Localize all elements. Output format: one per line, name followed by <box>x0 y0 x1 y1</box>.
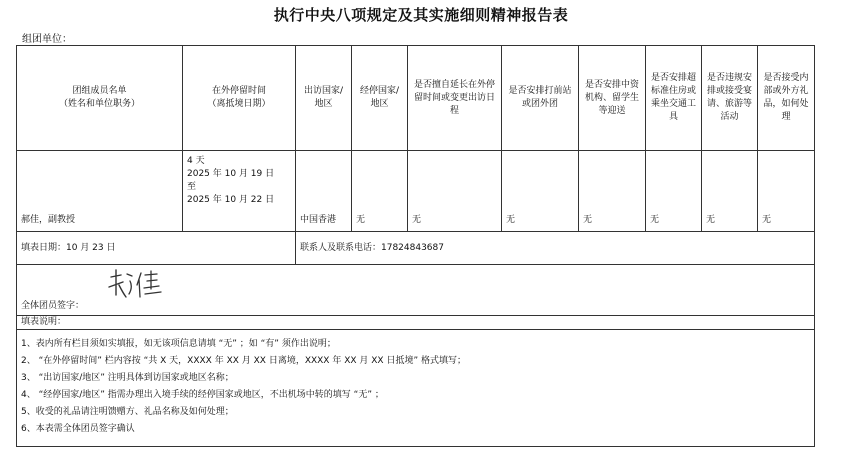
header-stay-sub: （离抵境日期） <box>207 99 271 109</box>
header-stay-label: 在外停留时间 <box>211 86 266 96</box>
instruction-line: 6、本表需全体团员签字确认 <box>21 424 135 434</box>
signature-label: 全体团员签字： <box>21 301 85 311</box>
header-country: 出访国家/地区 <box>296 46 352 151</box>
cell-member[interactable]: 郝佳，副教授 <box>17 151 183 232</box>
cell-country[interactable]: 中国香港 <box>296 151 352 232</box>
cell-banquet[interactable]: 无 <box>702 151 758 232</box>
instructions-row <box>17 330 815 447</box>
return-date: 2025 年 10 月 22 日 <box>187 195 275 205</box>
header-row <box>17 46 815 151</box>
cell-housing[interactable]: 无 <box>646 151 702 232</box>
instructions-label-row <box>17 316 815 330</box>
header-extend: 是否擅自延长在外停留时间或变更出访日程 <box>408 46 502 151</box>
signature-cell[interactable] <box>17 265 815 316</box>
cell-extra[interactable]: 无 <box>502 151 579 232</box>
header-escort: 是否安排中资机构、留学生等迎送 <box>579 46 646 151</box>
instruction-line: 5、收受的礼品请注明馈赠方、礼品名称及如何处理； <box>21 407 234 417</box>
header-stay <box>183 46 296 151</box>
header-gifts: 是否接受内部或外方礼品，如何处理 <box>758 46 815 151</box>
instruction-line: 1、表内所有栏目须如实填报，如无该项信息请填 “无” ；如 “有” 须作出说明； <box>21 339 336 349</box>
report-table <box>16 45 815 447</box>
instruction-line: 2、 “在外停留时间” 栏内容按 “共 X 天，XXXX 年 XX 月 XX 日离境，XXXX 年 XX 月 XX 日抵境” 格式填写； <box>21 356 466 366</box>
instruction-line: 4、 “经停国家/地区” 指需办理出入境手续的经停国家或地区，不出机场中转的填写 “无” ； <box>21 390 384 400</box>
instruction-line: 3、 “出访国家/地区” 注明具体到访国家或地区名称； <box>21 373 234 383</box>
duration-days: 4 天 <box>187 156 205 166</box>
table-row <box>17 151 815 232</box>
signature-row <box>17 265 815 316</box>
cell-extend[interactable]: 无 <box>408 151 502 232</box>
header-extra: 是否安排打前站或团外团 <box>502 46 579 151</box>
page-title: 执行中央八项规定及其实施细则精神报告表 <box>273 6 569 24</box>
header-member-label: 团组成员名单 <box>72 86 127 96</box>
header-member-sub: （姓名和单位职务） <box>58 99 140 109</box>
duration-to: 至 <box>187 182 197 192</box>
instructions-label: 填表说明： <box>17 316 815 330</box>
header-member <box>17 46 183 151</box>
depart-date: 2025 年 10 月 19 日 <box>187 169 275 179</box>
cell-stopover[interactable]: 无 <box>352 151 408 232</box>
handwritten-signature <box>107 267 167 301</box>
cell-duration[interactable] <box>183 151 296 232</box>
fill-date[interactable]: 填表日期：10 月 23 日 <box>17 232 296 265</box>
instructions-cell <box>17 330 815 447</box>
cell-gifts[interactable]: 无 <box>758 151 815 232</box>
info-row <box>17 232 815 265</box>
cell-escort[interactable]: 无 <box>579 151 646 232</box>
header-housing: 是否安排超标准住房或乘坐交通工具 <box>646 46 702 151</box>
unit-label: 组团单位： <box>22 34 72 45</box>
header-stopover: 经停国家/地区 <box>352 46 408 151</box>
header-banquet: 是否违规安排或接受宴请、旅游等活动 <box>702 46 758 151</box>
contact-info[interactable]: 联系人及联系电话：17824843687 <box>296 232 815 265</box>
